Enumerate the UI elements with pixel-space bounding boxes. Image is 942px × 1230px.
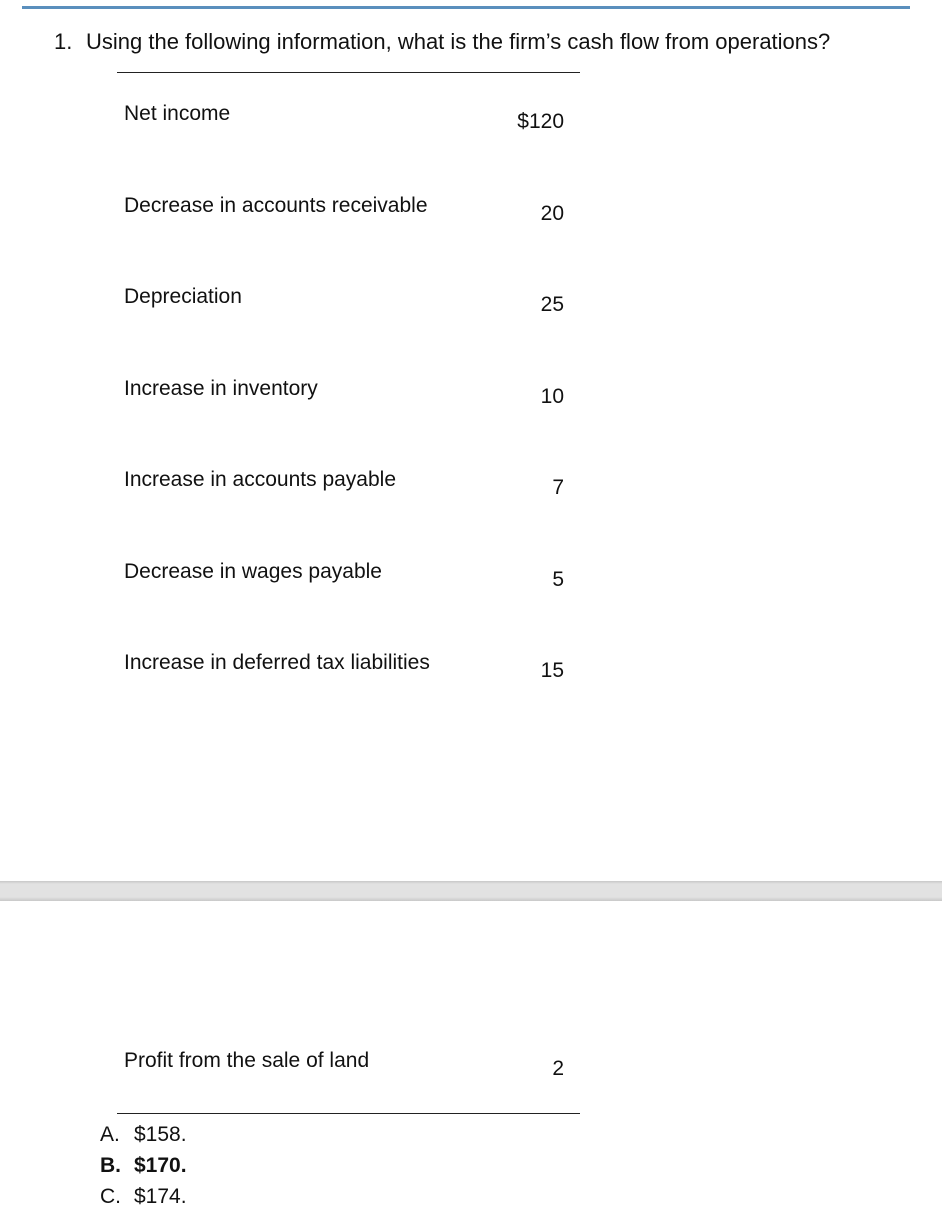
item-value: 25: [540, 293, 564, 316]
item-value: $120: [517, 110, 564, 133]
item-value: 10: [540, 385, 564, 408]
item-row-wages-payable: [124, 559, 568, 599]
item-label: Increase in accounts payable: [124, 468, 397, 491]
item-row-inventory: [124, 376, 568, 416]
item-row-sale-of-land: [124, 1048, 568, 1088]
table-bottom-rule: [117, 1113, 580, 1114]
page-break-divider: [0, 881, 942, 901]
item-value: 7: [552, 476, 564, 499]
question-text: Using the following information, what is the firm’s cash flow from operations?: [86, 29, 831, 54]
item-label: Increase in inventory: [124, 377, 318, 400]
choice-c: [100, 1181, 187, 1212]
item-label: Depreciation: [124, 285, 242, 308]
item-value: 20: [540, 202, 564, 225]
item-label: Decrease in accounts receivable: [124, 194, 428, 217]
top-accent-rule: [22, 6, 910, 9]
choice-text: $158.: [134, 1123, 187, 1146]
choice-a: [100, 1119, 187, 1150]
choice-b-correct: [100, 1150, 187, 1181]
table-top-rule: [117, 72, 580, 73]
choice-letter: C.: [100, 1185, 121, 1208]
choice-letter: B.: [100, 1154, 121, 1177]
item-value: 5: [552, 568, 564, 591]
item-row-depreciation: [124, 284, 568, 324]
item-label: Decrease in wages payable: [124, 560, 382, 583]
choice-text: $174.: [134, 1185, 187, 1208]
item-label: Increase in deferred tax liabilities: [124, 651, 430, 674]
item-row-accounts-payable: [124, 467, 568, 507]
item-row-deferred-tax: [124, 650, 568, 690]
choice-letter: A.: [100, 1123, 120, 1146]
item-value: 15: [540, 659, 564, 682]
item-row-accounts-receivable: [124, 193, 568, 233]
item-row-net-income: [124, 101, 568, 141]
item-value: 2: [552, 1057, 564, 1080]
item-label: Net income: [124, 102, 231, 125]
choice-text: $170.: [134, 1154, 187, 1177]
question-number: 1.: [54, 29, 73, 54]
answer-choices: [100, 1119, 187, 1212]
item-label: Profit from the sale of land: [124, 1049, 370, 1072]
question-prompt: [54, 28, 830, 56]
